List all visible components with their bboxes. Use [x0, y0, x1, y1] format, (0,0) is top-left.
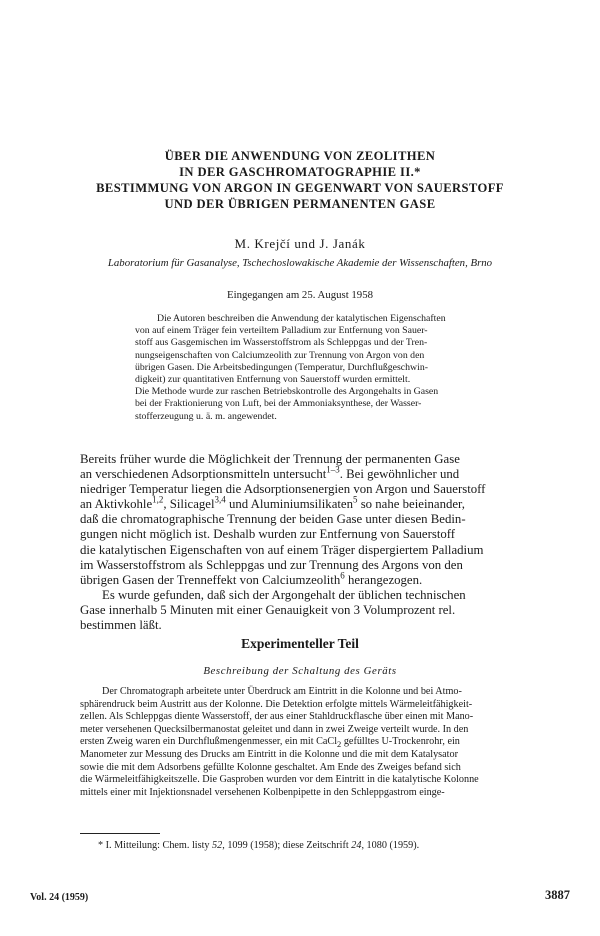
methods-line: mittels einer mit Injektionsnadel versehenen Kolbenpipette in den Schleppgastrom einge-	[80, 786, 445, 798]
methods-line: Manometer zur Messung des Drucks am Eintritt in die Kolonne und die mit dem Katalysator	[80, 748, 458, 760]
journal-reference: Vol. 24 (1959)	[30, 892, 89, 903]
body-line: im Wasserstoffstrom als Schleppgas und zur Trennung des Argons von den	[80, 557, 463, 572]
body-line: Bereits früher wurde die Möglichkeit der Trennung der permanenten Gase	[80, 452, 460, 466]
body-line: Es wurde gefunden, daß sich der Argongehalt der üblichen technischen	[102, 587, 466, 602]
authors: M. Krejčí und J. Janák	[234, 236, 366, 251]
methods-line: sowie die mit dem Adsorbens gefüllte Kolonne geschaltet. Am Ende des Zweiges befand sich	[80, 761, 461, 773]
abstract	[135, 313, 575, 423]
introduction-text	[80, 452, 578, 633]
body-text-run: herangezogen.	[344, 572, 423, 587]
footnote-run: , 1099 (1958); diese Zeitschrift	[222, 840, 352, 851]
abstract-line: übrigen Gasen. Die Arbeitsbedingungen (Temperatur, Durchflußgeschwin-	[135, 361, 429, 373]
abstract-line: von auf einem Träger fein verteiltem Palladium zur Entfernung von Sauer-	[135, 325, 428, 337]
body-text-run: an verschiedenen Adsorptionsmitteln untersucht	[80, 467, 327, 482]
title-line-1: ÜBER DIE ANWENDUNG VON ZEOLITHEN	[164, 149, 436, 163]
footnote-run: * I. Mitteilung: Chem. listy	[98, 840, 213, 851]
body-line	[80, 497, 578, 512]
title-line-4: UND DER ÜBRIGEN PERMANENTEN GASE	[164, 197, 436, 211]
body-text-run: übrigen Gasen der Trenneffekt von Calciumzeolith	[80, 572, 341, 587]
body-line: Gase innerhalb 5 Minuten mit einer Genauigkeit von 3 Volumprozent rel.	[80, 602, 456, 617]
citation-ref: 5	[353, 495, 358, 506]
body-text-run: an Aktivkohle	[80, 497, 153, 512]
abstract-line: Die Autoren beschreiben die Anwendung der katalytischen Eigenschaften	[157, 313, 446, 324]
footnote-run: , 1080 (1959).	[361, 840, 420, 851]
footnote-volume: 24	[351, 840, 362, 851]
body-text-run: . Bei gewöhnlicher und	[339, 467, 460, 482]
methods-line: Der Chromatograph arbeitete unter Überdruck am Eintritt in die Kolonne und bei Atmo-	[102, 686, 462, 697]
body-line: die katalytischen Eigenschaften von auf einem Träger dispergiertem Palladium	[80, 542, 484, 557]
footnote-divider	[80, 833, 160, 834]
abstract-line: digkeit) zur quantitativen Entfernung von Sauerstoff wurden ermittelt.	[135, 373, 411, 385]
abstract-line: nungseigenschaften von Calciumzeolith zur Trennung von Argon von den	[135, 349, 425, 361]
received-date: Eingegangen am 25. August 1958	[226, 289, 374, 301]
body-line: niedriger Temperatur liegen die Adsorptionsenergien von Argon und Sauerstoff	[80, 482, 486, 497]
citation-ref: 1–3	[326, 464, 340, 475]
body-line: gungen nicht möglich ist. Deshalb wurden zur Entfernung von Sauerstoff	[80, 527, 456, 542]
body-text-run: , Silicagel	[163, 497, 215, 512]
methods-text	[80, 686, 580, 799]
title-line-3: BESTIMMUNG VON ARGON IN GEGENWART VON SAUERSTOFF	[96, 181, 504, 195]
abstract-line: stofferzeugung u. ä. m. angewendet.	[135, 410, 277, 422]
methods-line: die Wärmeleitfähigkeitszelle. Die Gasproben wurden vor dem Eintritt in die katalytische Kolonne	[80, 774, 479, 786]
methods-text-run: ersten Zweig waren ein Durchflußmengenmesser, ein mit CaCl	[80, 736, 338, 748]
body-line: bestimmen läßt.	[80, 618, 162, 633]
chem-subscript: 2	[337, 739, 342, 750]
methods-line: zellen. Als Schleppgas diente Wasserstoff, der aus einer Stahldruckflasche über einen mit Mano-	[80, 711, 474, 723]
methods-line	[80, 736, 580, 749]
citation-ref: 3,4	[214, 495, 226, 506]
footnote	[98, 840, 568, 851]
citation-ref: 6	[340, 570, 345, 581]
affiliation: Laboratorium für Gasanalyse, Tschechoslowakische Akademie der Wissenschaften, Brno	[107, 257, 493, 269]
footnote-volume: 52	[212, 840, 223, 851]
body-line: daß die chromatographische Trennung der beiden Gase unter diesen Bedin-	[80, 512, 466, 527]
abstract-line: stoff aus Gasgemischen im Wasserstoffstrom als Schleppgas und der Tren-	[135, 337, 428, 349]
section-heading: Experimenteller Teil	[241, 636, 359, 651]
methods-line: meter versehenen Quecksilbermanostat geleitet und dann in zwei Zweige verteilt wurde. In den	[80, 723, 469, 735]
methods-line: sphärendruck beim Austritt aus der Kolonne. Die Detektion erfolgte mittels Wärmeleitfähigkeit-	[80, 698, 473, 710]
abstract-line: Die Methode wurde zur raschen Betriebskontrolle des Argongehalts in Gasen	[135, 386, 439, 398]
abstract-line: bei der Fraktionierung von Luft, bei der Ammoniaksynthese, der Wasser-	[135, 398, 422, 410]
title-line-2: IN DER GASCHROMATOGRAPHIE II.*	[179, 165, 421, 179]
body-text-run: und Aluminiumsilikaten	[225, 497, 354, 512]
subsection-heading: Beschreibung der Schaltung des Geräts	[203, 665, 397, 677]
article-title	[40, 148, 560, 212]
body-line	[80, 464, 578, 482]
citation-ref: 1,2	[152, 495, 164, 506]
body-text-run: so nahe beieinander,	[357, 497, 466, 512]
methods-text-run: gefülltes U-Trockenrohr, ein	[341, 736, 460, 748]
page-number: 3887	[545, 888, 570, 902]
body-line	[80, 570, 578, 588]
